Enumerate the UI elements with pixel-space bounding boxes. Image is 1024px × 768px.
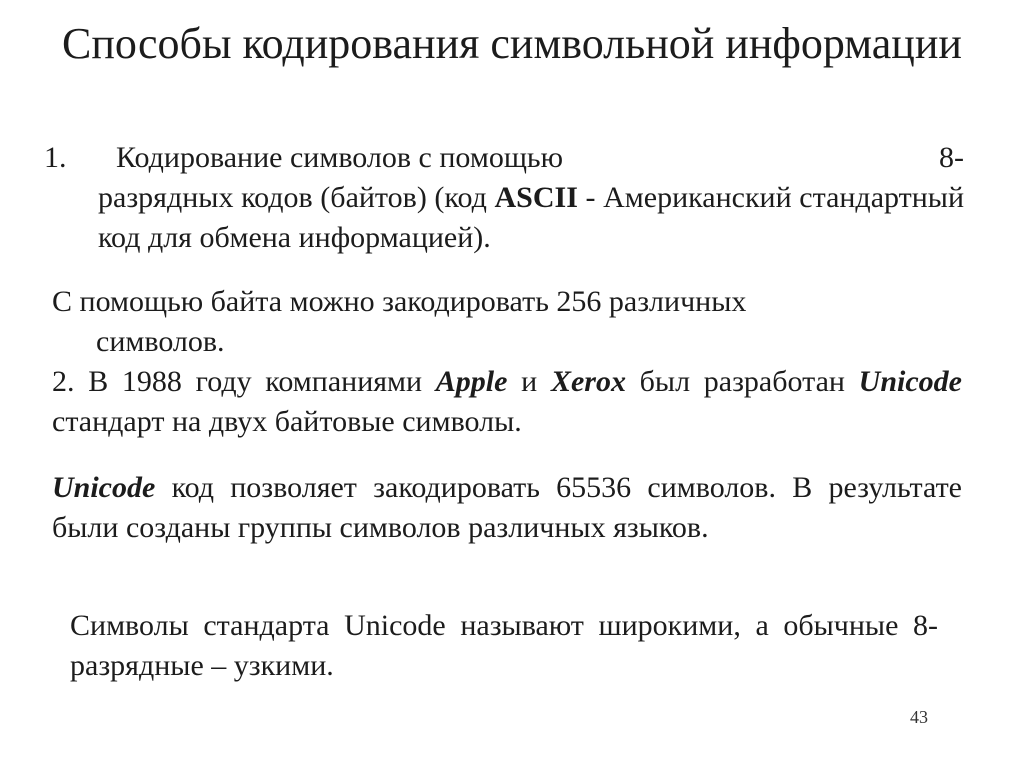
wide-paragraph: Символы стандарта Unicode называют широкими, а обычные 8-разрядные – узкими. [70,609,938,682]
slide-title: Способы кодирования символьной информации [62,19,962,68]
unicode-paragraph [52,468,962,548]
bytes-paragraph-line1: С помощью байта можно закодировать 256 различных [52,285,747,318]
list-item-body [98,138,964,258]
list-item-first-line [116,138,964,178]
page-number: 43 [910,707,928,727]
list-item-1 [44,138,964,258]
item2-tail: стандарт на двух байтовые символы. [52,405,522,438]
bytes-paragraph [52,282,962,362]
unicode-term: Unicode [858,365,962,398]
item2-and: и [507,365,551,398]
xerox-term: Xerox [550,365,626,398]
list-item-number: 1. [44,141,67,174]
bytes-paragraph-line2: символов. [96,325,225,358]
item2-mid: был разработан [625,365,859,398]
list-item-text-after-ascii: - Американский стандартный код для обмена информацией). [98,181,964,254]
list-item-text-before-ascii: разрядных кодов (байтов) (код [98,181,495,214]
list-item-line1-text: Кодирование символов с помощью [116,141,564,174]
ascii-term: ASCII [494,181,578,214]
unicode-term: Unicode [52,471,156,504]
item2-lead: 2. В 1988 году компаниями [52,365,436,398]
list-item-line1-end: 8- [939,141,964,174]
unicode-paragraph-text: код позволяет закодировать 65536 символов. В результате были созданы группы символов различных языков. [52,471,962,544]
apple-term: Apple [435,365,508,398]
list-item-2 [52,362,962,442]
